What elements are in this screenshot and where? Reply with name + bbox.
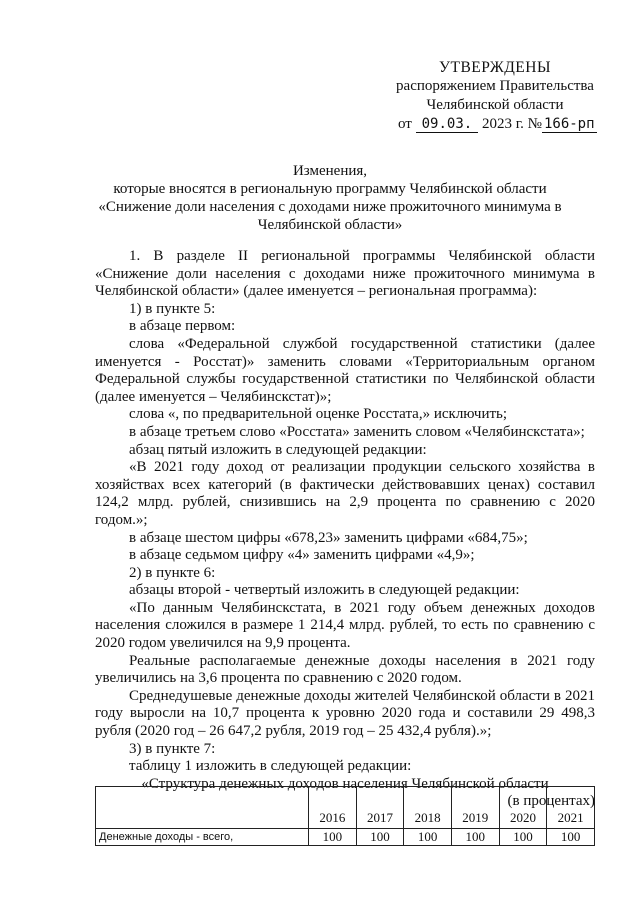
approval-stamp (380, 58, 610, 134)
date-value: 09.03. (416, 116, 479, 133)
table-cell: 100 (309, 829, 357, 846)
table-cell: 100 (451, 829, 499, 846)
table-header-blank (96, 787, 309, 829)
paragraph: абзац пятый изложить в следующей редакции: (129, 441, 427, 458)
table-cell: 100 (404, 829, 452, 846)
document-body (95, 248, 595, 811)
date-prefix: от (398, 116, 412, 132)
paragraph: в абзаце первом: (129, 318, 236, 335)
heading-subtitle: которые вносятся в региональную программу Челябинской области «Снижение доли населения с доходами ниже прожиточного минимума в Челябинской области» (98, 181, 562, 233)
paragraph: 1) в пункте 5: (129, 300, 216, 317)
date-year: 2023 г. № (481, 116, 542, 132)
paragraph: в абзаце третьем слово «Росстата» заменить словом «Челябинскстата»; (129, 423, 585, 440)
paragraph: Среднедушевые денежные доходы жителей Челябинской области в 2021 году выросли на 10,7 процента к уровню 2020 года и составили 29 498,3 рубля (2020 год – 26 647,2 рубля, 2019 год – 25 432,4 рубля).»; (95, 687, 595, 740)
paragraph: (в процентах) (507, 793, 595, 810)
approval-title: УТВЕРЖДЕНЫ (439, 59, 551, 76)
table-header-year: 2020 (499, 787, 547, 829)
table-body (96, 829, 595, 846)
paragraph: абзацы второй - четвертый изложить в следующей редакции: (129, 582, 520, 599)
paragraph: Реальные располагаемые денежные доходы населения в 2021 году увеличились на 3,6 процента по сравнению с 2020 годом. (95, 652, 595, 687)
table-cell: 100 (499, 829, 547, 846)
paragraph: «Структура денежных доходов населения Челябинской области (141, 775, 549, 792)
approval-line-2: Челябинской области (426, 97, 564, 113)
table-header-year: 2018 (404, 787, 452, 829)
paragraph: в абзаце седьмом цифру «4» заменить цифрами «4,9»; (129, 547, 475, 564)
table-header-year: 2016 (309, 787, 357, 829)
table-row-label: Денежные доходы - всего, (96, 829, 309, 846)
paragraph: слова «Федеральной службой государственной статистики (далее именуется - Росстат)» заменить словами «Территориальным органом Федеральной службы государственной статистики по Челябинской области (далее именуется – Челябинскстат)»; (95, 335, 595, 405)
table-row (96, 829, 595, 846)
approval-line-1: распоряжением Правительства (396, 78, 594, 94)
paragraph: в абзаце шестом цифры «678,23» заменить цифрами «684,75»; (129, 529, 528, 546)
table-header-year: 2021 (547, 787, 595, 829)
document-heading (80, 162, 580, 234)
income-structure-table (95, 786, 595, 846)
paragraph: «По данным Челябинскстата, в 2021 году объем денежных доходов населения сложился в размере 1 214,4 млрд. рублей, то есть по сравнению с 2020 годом увеличился на 9,9 процента. (95, 599, 595, 652)
heading-title: Изменения, (292, 163, 368, 179)
paragraph: 2) в пункте 6: (129, 564, 216, 581)
table-cell: 100 (547, 829, 595, 846)
table-header-year: 2019 (451, 787, 499, 829)
paragraph: 3) в пункте 7: (129, 740, 216, 757)
paragraph: «В 2021 году доход от реализации продукции сельского хозяйства в хозяйствах всех категорий (в фактически действовавших ценах) составил 124,2 млрд. рублей, снизившись на 2,9 процента по сравнению с 2020 годом.»; (95, 459, 595, 528)
paragraph: 1. В разделе II региональной программы Челябинской области «Снижение доли населения с доходами ниже прожиточного минимума в Челябинской области» (далее именуется – региональная программа): (95, 248, 595, 300)
paragraph: слова «, по предварительной оценке Росстата,» исключить; (129, 406, 508, 423)
order-number: 166-рп (543, 116, 595, 132)
approval-dateline (380, 115, 610, 134)
table-cell: 100 (356, 829, 404, 846)
paragraph: таблицу 1 изложить в следующей редакции: (129, 758, 412, 775)
table-header-year: 2017 (356, 787, 404, 829)
table-header-row (96, 787, 595, 829)
